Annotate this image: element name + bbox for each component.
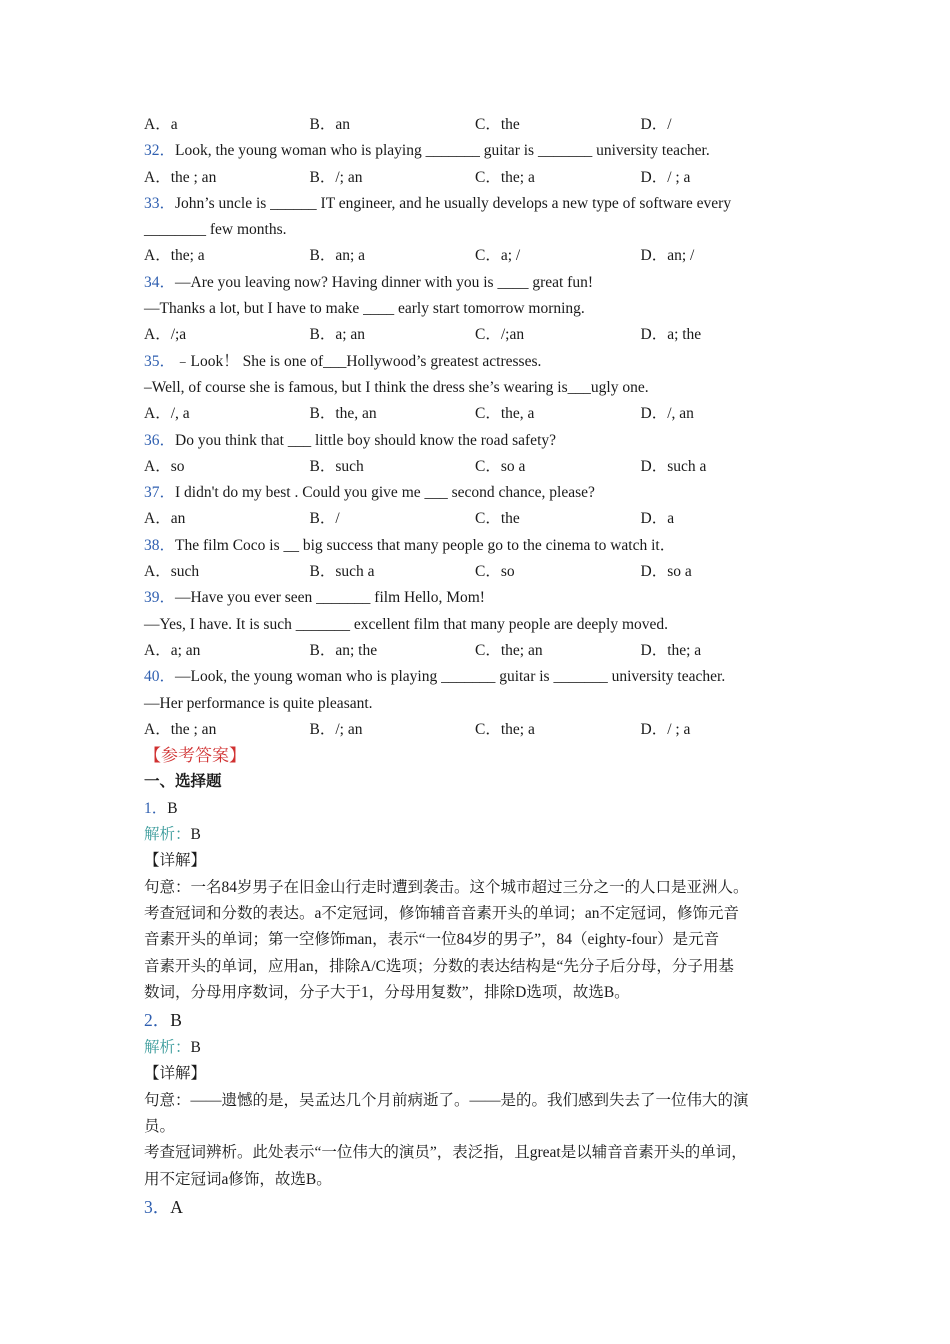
question-stem	[144, 664, 834, 690]
question-option-b: B．a; an	[309, 326, 366, 344]
question-option-b: B．an; a	[309, 247, 366, 265]
answer-3-number: 3．	[144, 1196, 171, 1217]
question-option-a: A．/, a	[144, 405, 190, 423]
question-stem	[144, 480, 834, 506]
question-number: 36．	[144, 431, 176, 449]
question-number: 37．	[144, 484, 176, 502]
question-number: 34．	[144, 273, 176, 291]
question-option-a: A．a; an	[144, 641, 201, 659]
answer-1-heading	[144, 796, 834, 822]
q31-option-b: B．an	[309, 116, 350, 133]
question-option-a: A．the ; an	[144, 168, 217, 186]
question-option-d: D．a; the	[640, 326, 702, 344]
q31-option-c: C．the	[475, 116, 520, 133]
question-stem	[144, 138, 834, 164]
question-option-a: A．such	[144, 563, 200, 581]
question-number: 33．	[144, 194, 176, 212]
question-text: ﹣Look！ She is one of___Hollywood’s greatest actresses.	[175, 352, 542, 370]
question-option-d: D．the; a	[640, 641, 702, 659]
answer-1-jiexi-value: B	[190, 826, 201, 844]
question-options	[144, 506, 834, 532]
question-option-a: A．so	[144, 457, 185, 475]
answer-1-text-line: 音素开头的单词；第一空修饰man，表示“一位84岁的男子”，84（eighty-four）是元音	[144, 931, 720, 949]
answer-2-text-line: 考查冠词辨析。此处表示“一位伟大的演员”，表泛指，且great是以辅音音素开头的单词，	[144, 1144, 747, 1162]
q31-options	[144, 112, 834, 138]
question-stem	[144, 585, 834, 611]
question-option-c: C．a; /	[475, 247, 521, 265]
question-options	[144, 717, 834, 743]
question-stem	[144, 270, 834, 296]
question-option-b: B．the, an	[309, 405, 377, 423]
answer-2-heading	[144, 1006, 834, 1035]
question-option-b: B．an; the	[309, 641, 378, 659]
question-option-b: B．/; an	[309, 720, 363, 738]
question-option-c: C．the; a	[475, 168, 535, 186]
answer-1-text-line: 考查冠词和分数的表达。a不定冠词，修饰辅音音素开头的单词；an不定冠词，修饰元音	[144, 904, 740, 922]
question-stem	[144, 533, 834, 559]
answer-2-number: 2．	[144, 1010, 171, 1031]
answer-1-jiexi-label: 解析：	[144, 826, 191, 844]
question-option-d: D．/ ; a	[640, 168, 691, 186]
answer-2-letter: B	[170, 1010, 182, 1031]
question-option-d: D．an; /	[640, 247, 695, 265]
answer-1-text-line: 句意：一名84岁男子在旧金山行走时遭到袭击。这个城市超过三分之一的人口是亚洲人。	[144, 878, 749, 896]
answer-1-text-line: 音素开头的单词，应用an，排除A/C选项；分数的表达结构是“先分子后分母，分子用基	[144, 957, 734, 975]
answer-3-heading	[144, 1193, 834, 1222]
question-number: 38．	[144, 536, 176, 554]
question-option-d: D．so a	[640, 563, 692, 581]
question-options	[144, 243, 834, 269]
question-option-b: B．/; an	[309, 168, 363, 186]
question-stem	[144, 349, 834, 375]
question-option-b: B．such	[309, 457, 364, 475]
question-text: ________ few months.	[144, 221, 287, 239]
question-stem-continuation	[144, 375, 834, 401]
answer-1-text-line: 数词，分母用序数词，分子大于1，分母用复数”，排除D选项，故选B。	[144, 983, 630, 1001]
question-option-c: C．the	[475, 510, 520, 528]
question-number: 40．	[144, 668, 176, 686]
question-option-c: C．so	[475, 563, 515, 581]
question-options	[144, 638, 834, 664]
q31-option-a: A．a	[144, 116, 178, 133]
question-text: —Yes, I have. It is such _______ excellent film that many people are deeply moved.	[144, 615, 669, 633]
answer-2-jiexi-value: B	[190, 1039, 201, 1057]
question-stem-continuation	[144, 612, 834, 638]
question-stem-continuation	[144, 691, 834, 717]
question-option-d: D．/, an	[640, 405, 694, 423]
question-stem-continuation	[144, 217, 834, 243]
answer-2-text-line: 句意：——遗憾的是，吴孟达几个月前病逝了。——是的。我们感到失去了一位伟大的演	[144, 1091, 749, 1109]
question-option-a: A．an	[144, 510, 186, 528]
question-option-c: C．the, a	[475, 405, 535, 423]
answer-header: 【参考答案】	[144, 746, 246, 766]
question-number: 39．	[144, 589, 176, 607]
question-options	[144, 454, 834, 480]
answer-2-detail-label: 【详解】	[144, 1065, 207, 1083]
question-option-c: C．/;an	[475, 326, 525, 344]
answer-2-text-line: 员。	[144, 1117, 176, 1135]
question-text: John’s uncle is ______ IT engineer, and he usually develops a new type of software every	[175, 194, 732, 212]
answer-1-detail-label: 【详解】	[144, 852, 207, 870]
question-stem	[144, 191, 834, 217]
question-text: Do you think that ___ little boy should know the road safety?	[175, 431, 556, 449]
question-option-b: B．such a	[309, 563, 375, 581]
answer-2-jiexi-label: 解析：	[144, 1039, 191, 1057]
question-stem-continuation	[144, 296, 834, 322]
question-number: 32．	[144, 142, 176, 160]
document-body	[144, 112, 834, 1222]
section-title: 一、选择题	[144, 773, 222, 791]
answer-2-jiexi	[144, 1035, 834, 1061]
question-option-c: C．so a	[475, 457, 526, 475]
question-text: —Are you leaving now? Having dinner with you is ____ great fun!	[175, 273, 593, 291]
question-text: Look, the young woman who is playing _______ guitar is _______ university teacher.	[175, 142, 710, 160]
question-text: —Have you ever seen _______ film Hello, Mom!	[175, 589, 485, 607]
question-option-c: C．the; a	[475, 720, 535, 738]
answer-2-text-line: 用不定冠词a修饰，故选B。	[144, 1170, 332, 1188]
question-option-d: D．a	[640, 510, 675, 528]
question-option-b: B．/	[309, 510, 340, 528]
answer-1-letter: B	[167, 799, 178, 817]
answer-1-number: 1．	[144, 799, 168, 817]
question-option-a: A．the ; an	[144, 720, 217, 738]
answer-3-letter: A	[170, 1196, 183, 1217]
question-options	[144, 165, 834, 191]
question-option-c: C．the; an	[475, 641, 543, 659]
question-options	[144, 559, 834, 585]
question-option-a: A．/;a	[144, 326, 187, 344]
question-text: –Well, of course she is famous, but I think the dress she’s wearing is___ugly one.	[144, 378, 649, 396]
question-number: 35．	[144, 352, 176, 370]
question-text: The film Coco is __ big success that many people go to the cinema to watch it．	[175, 536, 676, 554]
question-stem	[144, 428, 834, 454]
answer-1-jiexi	[144, 822, 834, 848]
q31-option-d: D．/	[640, 116, 672, 133]
question-text: I didn't do my best . Could you give me ___ second chance, please?	[175, 484, 595, 502]
question-text: —Thanks a lot, but I have to make ____ early start tomorrow morning.	[144, 300, 585, 318]
question-option-d: D．such a	[640, 457, 707, 475]
question-option-d: D．/ ; a	[640, 720, 691, 738]
question-text: —Look, the young woman who is playing _______ guitar is _______ university teacher.	[175, 668, 726, 686]
question-text: —Her performance is quite pleasant.	[144, 694, 373, 712]
question-option-a: A．the; a	[144, 247, 205, 265]
question-options	[144, 401, 834, 427]
question-options	[144, 322, 834, 348]
question-list	[144, 138, 834, 743]
